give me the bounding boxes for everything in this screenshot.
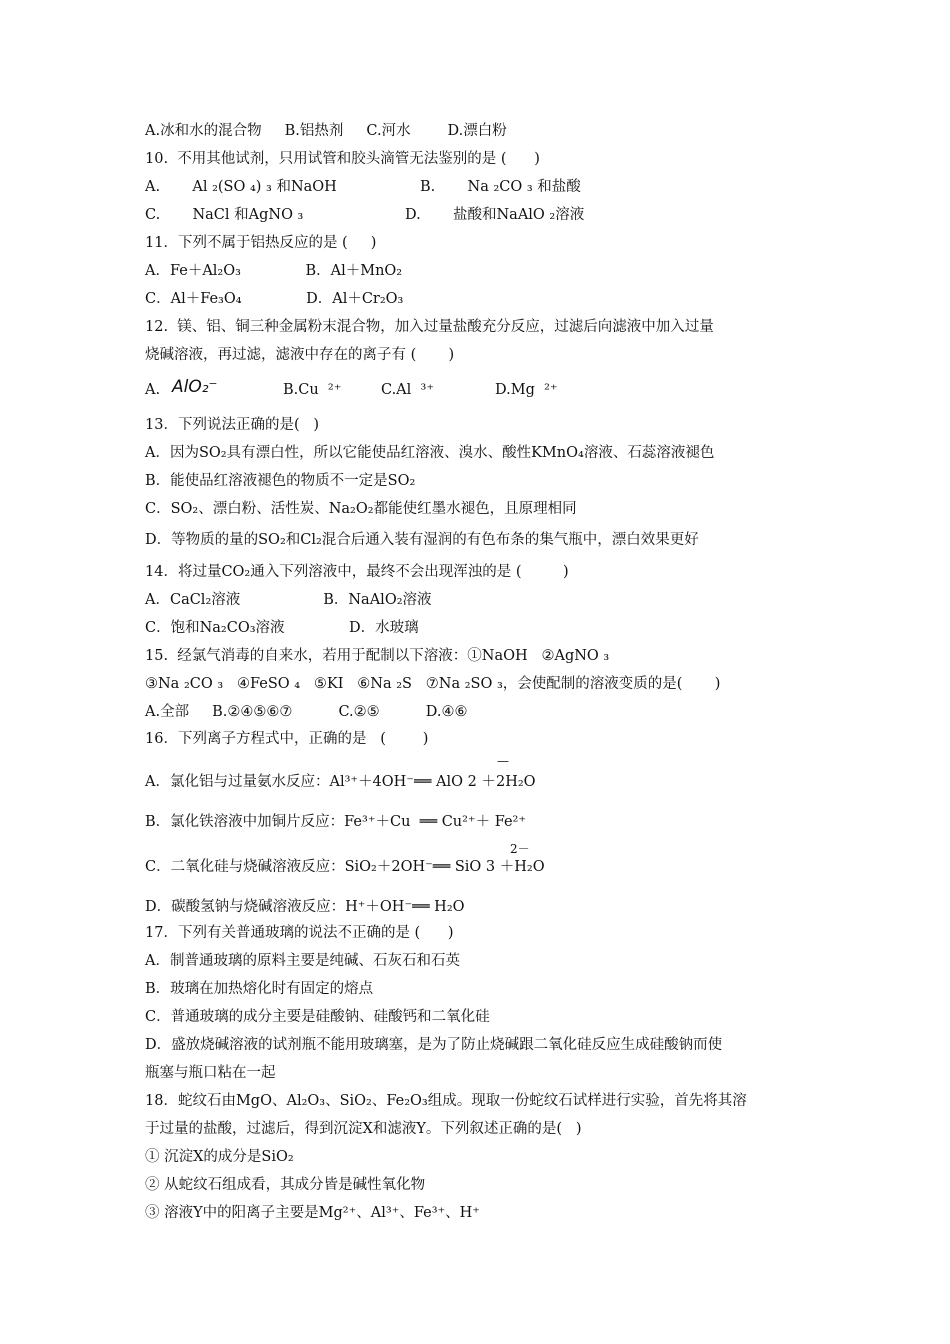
q12-option-c: C.Al ³⁺ [381,382,434,398]
q12-option-a-label: A. [145,382,161,398]
q9-options: A.冰和水的混合物 B.铝热剂 C.河水 D.漂白粉 [145,123,507,139]
q11-options-cd: C．Al＋Fe₃O₄ D．Al＋Cr₂O₃ [145,291,404,307]
q11-options-ab: A．Fe＋Al₂O₃ B．Al＋MnO₂ [145,263,403,279]
q17-option-a: A．制普通玻璃的原料主要是纯碱、石灰石和石英 [145,953,460,969]
q17-stem: 17．下列有关普通玻璃的说法不正确的是 ( ) [145,925,454,941]
q13-stem: 13．下列说法正确的是( ) [145,417,320,433]
q18-stem-line2: 于过量的盐酸，过滤后，得到沉淀X和滤液Y。下列叙述正确的是( ) [145,1121,582,1137]
q13-option-a: A．因为SO₂具有漂白性，所以它能使品红溶液、溴水、酸性KMnO₄溶液、石蕊溶液褪色 [145,445,715,461]
q17-option-d-line1: D．盛放烧碱溶液的试剂瓶不能用玻璃塞，是为了防止烧碱跟二氧化硅反应生成硅酸钠而使 [145,1037,723,1053]
q13-option-c: C．SO₂、漂白粉、活性炭、Na₂O₂都能使红墨水褪色，且原理相同 [145,501,577,517]
q14-options-cd: C．饱和Na₂CO₃溶液 D．水玻璃 [145,620,419,636]
q18-statement-2: ② 从蛇纹石组成看，其成分皆是碱性氧化物 [145,1177,426,1193]
q17-option-d-line2: 瓶塞与瓶口粘在一起 [145,1065,276,1081]
q16-a-overbar: — [497,754,509,768]
q13-option-d: D．等物质的量的SO₂和Cl₂混合后通入装有湿润的有色布条的集气瓶中，漂白效果更好 [145,532,699,548]
q17-option-b: B．玻璃在加热熔化时有固定的熔点 [145,981,374,997]
q16-option-c: C．二氧化硅与烧碱溶液反应：SiO₂＋2OH⁻══ SiO 3 ＋H₂O [145,859,545,875]
q16-option-a: A．氯化铝与过量氨水反应：Al³⁺＋4OH⁻══ AlO 2 ＋2H₂O [145,774,536,790]
q15-stem-line1: 15. 经氯气消毒的自来水，若用于配制以下溶液：①NaOH ②AgNO ₃ [145,648,610,664]
q14-stem: 14．将过量CO₂通入下列溶液中，最终不会出现浑浊的是 ( ) [145,564,569,580]
q12-option-d: D.Mg ²⁺ [495,382,558,398]
q13-option-b: B．能使品红溶液褪色的物质不一定是SO₂ [145,473,416,489]
q18-statement-1: ① 沉淀X的成分是SiO₂ [145,1149,294,1165]
q10-option-b: B. Na ₂CO ₃ 和盐酸 [420,179,581,195]
q15-stem-line2: ③Na ₂CO ₃ ④FeSO ₄ ⑤KI ⑥Na ₂S ⑦Na ₂SO ₃，会使配制的溶液变质的是( ) [145,676,721,692]
q11-stem: 11．下列不属于铝热反应的是 ( ) [145,235,377,251]
q12-option-b: B.Cu ²⁺ [283,382,342,398]
q18-stem-line1: 18．蛇纹石由MgO、Al₂O₃、SiO₂、Fe₂O₃组成。现取一份蛇纹石试样进行实验，首先将其溶 [145,1093,747,1109]
q15-options: A.全部 B.②④⑤⑥⑦ C.②⑤ D.④⑥ [145,704,468,720]
q12-option-a-formula: AlO₂⁻ [172,377,218,397]
q10-stem: 10. 不用其他试剂，只用试管和胶头滴管无法鉴别的是 ( ) [145,151,540,167]
q16-stem: 16．下列离子方程式中，正确的是 ( ) [145,731,429,747]
q10-option-a: A. Al ₂(SO ₄) ₃ 和NaOH [145,179,337,195]
q12-stem-line1: 12. 镁、铝、铜三种金属粉末混合物，加入过量盐酸充分反应，过滤后向滤液中加入过量 [145,319,714,335]
q16-option-b: B．氯化铁溶液中加铜片反应：Fe³⁺＋Cu ══ Cu²⁺＋ Fe²⁺ [145,814,527,830]
q18-statement-3: ③ 溶液Y中的阳离子主要是Mg²⁺、Al³⁺、Fe³⁺、H⁺ [145,1205,480,1221]
q16-option-d: D．碳酸氢钠与烧碱溶液反应：H⁺＋OH⁻══ H₂O [145,899,465,915]
q17-option-c: C．普通玻璃的成分主要是硅酸钠、硅酸钙和二氧化硅 [145,1009,490,1025]
q10-option-c: C. NaCl 和AgNO ₃ [145,207,304,223]
q16-c-charge: 2－ [510,842,530,856]
q12-stem-line2: 烧碱溶液，再过滤，滤液中存在的离子有 ( ) [145,347,455,363]
q10-option-d: D. 盐酸和NaAlO ₂溶液 [405,207,585,223]
q14-options-ab: A．CaCl₂溶液 B．NaAlO₂溶液 [145,592,432,608]
